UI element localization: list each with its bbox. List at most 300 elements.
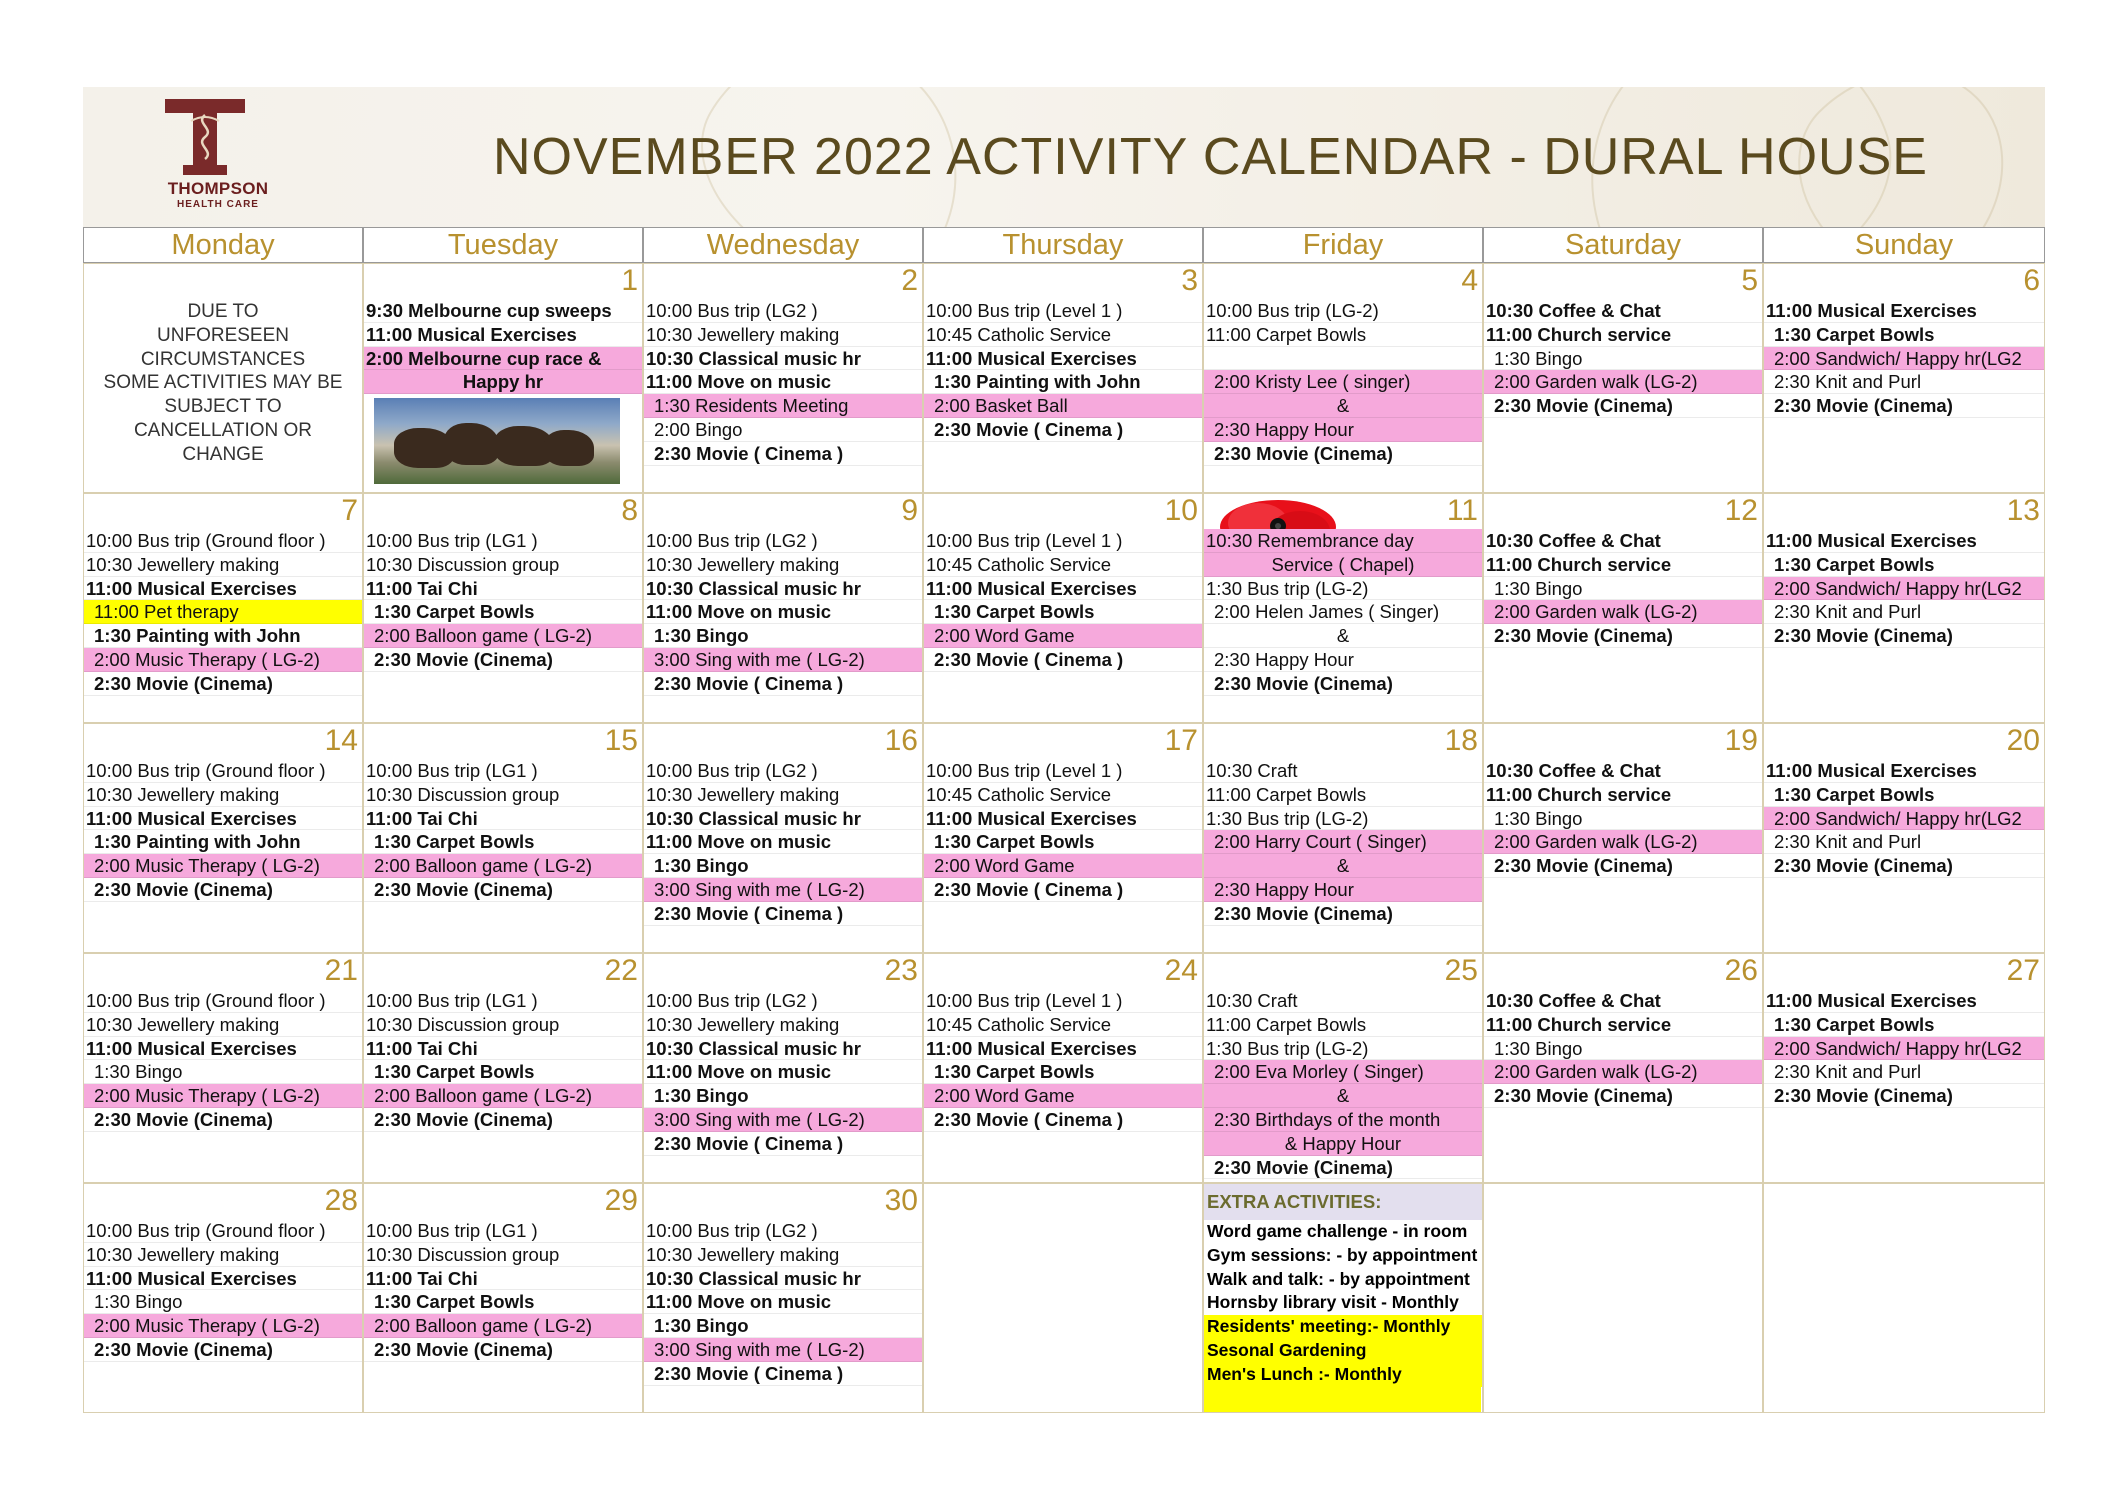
activity-list bbox=[644, 989, 922, 1156]
activity-item: 1:30 Bingo bbox=[644, 1314, 922, 1338]
activity-item: 10:00 Bus trip (Level 1 ) bbox=[924, 759, 1202, 783]
activity-list bbox=[644, 299, 922, 466]
activity-item: 10:30 Coffee & Chat bbox=[1484, 529, 1762, 553]
activity-item: 2:00 Word Game bbox=[924, 1084, 1202, 1108]
activity-item: 11:00 Carpet Bowls bbox=[1204, 1013, 1482, 1037]
day-cell bbox=[923, 1183, 1203, 1413]
activity-list bbox=[644, 1219, 922, 1386]
activity-item: 11:00 Tai Chi bbox=[364, 1267, 642, 1291]
extra-activity-item: Men's Lunch :- Monthly bbox=[1204, 1363, 1483, 1387]
activity-item: 10:30 Coffee & Chat bbox=[1484, 299, 1762, 323]
activity-item: 2:30 Happy Hour bbox=[1204, 878, 1482, 902]
day-cell bbox=[1483, 1183, 1763, 1413]
activity-item: 11:00 Pet therapy bbox=[84, 600, 362, 624]
activity-item: 10:00 Bus trip (LG1 ) bbox=[364, 529, 642, 553]
activity-item: 10:30 Discussion group bbox=[364, 553, 642, 577]
activity-item: 10:30 Jewellery making bbox=[84, 553, 362, 577]
activity-item: 1:30 Carpet Bowls bbox=[1764, 783, 2044, 807]
day-cell bbox=[83, 953, 363, 1183]
activity-item: 10:45 Catholic Service bbox=[924, 323, 1202, 347]
activity-item: 10:30 Craft bbox=[1204, 989, 1482, 1013]
activity-list bbox=[84, 989, 362, 1132]
page-title: NOVEMBER 2022 ACTIVITY CALENDAR - DURAL HOUSE bbox=[493, 128, 1928, 186]
activity-item: 2:00 Balloon game ( LG-2) bbox=[364, 624, 642, 648]
activity-item: & bbox=[1204, 624, 1482, 648]
day-number: 8 bbox=[621, 494, 638, 527]
day-cell bbox=[1763, 263, 2045, 493]
day-cell bbox=[1483, 953, 1763, 1183]
activity-item: 11:00 Carpet Bowls bbox=[1204, 783, 1482, 807]
activity-item: 3:00 Sing with me ( LG-2) bbox=[644, 1108, 922, 1132]
activity-item: 11:00 Move on music bbox=[644, 1060, 922, 1084]
day-number: 3 bbox=[1181, 264, 1198, 297]
activity-item: 11:00 Musical Exercises bbox=[84, 1267, 362, 1291]
activity-item: 10:00 Bus trip (LG2 ) bbox=[644, 989, 922, 1013]
activity-item: 10:00 Bus trip (Ground floor ) bbox=[84, 759, 362, 783]
extra-activities-title: EXTRA ACTIVITIES: bbox=[1204, 1184, 1483, 1220]
day-number: 2 bbox=[901, 264, 918, 297]
day-cell bbox=[923, 723, 1203, 953]
activity-item: 2:30 Movie (Cinema) bbox=[1204, 902, 1482, 926]
activity-item: 10:00 Bus trip (Ground floor ) bbox=[84, 989, 362, 1013]
activity-item: 2:30 Movie (Cinema) bbox=[84, 1338, 362, 1362]
activity-item: 2:30 Movie (Cinema) bbox=[1484, 394, 1762, 418]
activity-item: 1:30 Carpet Bowls bbox=[364, 1060, 642, 1084]
notice-line: CANCELLATION OR bbox=[133, 419, 313, 441]
activity-item: 1:30 Carpet Bowls bbox=[364, 600, 642, 624]
activity-list bbox=[84, 759, 362, 902]
activity-item: 2:30 Movie (Cinema) bbox=[1484, 624, 1762, 648]
activity-item: 2:00 Garden walk (LG-2) bbox=[1484, 600, 1762, 624]
extra-activity-item: Gym sessions: - by appointment bbox=[1207, 1244, 1478, 1265]
activity-item: 1:30 Carpet Bowls bbox=[1764, 1013, 2044, 1037]
activity-list bbox=[924, 989, 1202, 1132]
activity-item: 2:30 Movie ( Cinema ) bbox=[644, 672, 922, 696]
notice-line: SUBJECT TO bbox=[164, 396, 282, 418]
notice-line: SOME ACTIVITIES MAY BE bbox=[103, 372, 343, 394]
activity-item: 1:30 Residents Meeting bbox=[644, 394, 922, 418]
activity-item: 2:00 Kristy Lee ( singer) bbox=[1204, 370, 1482, 394]
activity-list bbox=[1204, 989, 1482, 1179]
activity-item: 11:00 Musical Exercises bbox=[84, 1037, 362, 1061]
day-cell bbox=[1203, 493, 1483, 723]
activity-item: 10:30 Classical music hr bbox=[644, 347, 922, 371]
activity-item: 2:30 Knit and Purl bbox=[1764, 600, 2044, 624]
activity-item: 10:00 Bus trip (Level 1 ) bbox=[924, 299, 1202, 323]
day-cell bbox=[643, 493, 923, 723]
day-cell bbox=[83, 723, 363, 953]
extra-activity-item: Hornsby library visit - Monthly bbox=[1207, 1292, 1459, 1313]
day-number: 28 bbox=[324, 1184, 358, 1217]
activity-item: 10:30 Classical music hr bbox=[644, 807, 922, 831]
day-cell bbox=[83, 1183, 363, 1413]
activity-item: 2:00 Word Game bbox=[924, 854, 1202, 878]
activity-item: & Happy Hour bbox=[1204, 1132, 1482, 1156]
activity-item: 2:30 Movie (Cinema) bbox=[1204, 672, 1482, 696]
activity-item: 1:30 Carpet Bowls bbox=[364, 830, 642, 854]
activity-list bbox=[1204, 529, 1482, 696]
activity-list bbox=[364, 1219, 642, 1362]
activity-item: 10:00 Bus trip (Ground floor ) bbox=[84, 1219, 362, 1243]
activity-list bbox=[644, 529, 922, 696]
activity-item: 10:30 Jewellery making bbox=[84, 783, 362, 807]
activity-item: 11:00 Musical Exercises bbox=[924, 1037, 1202, 1061]
cancellation-notice bbox=[84, 300, 362, 467]
activity-item: 2:00 Balloon game ( LG-2) bbox=[364, 1314, 642, 1338]
activity-item: 11:00 Move on music bbox=[644, 370, 922, 394]
activity-item: 2:30 Movie (Cinema) bbox=[84, 1108, 362, 1132]
activity-item: 2:00 Balloon game ( LG-2) bbox=[364, 1084, 642, 1108]
notice-line: CIRCUMSTANCES bbox=[140, 348, 306, 370]
day-number: 5 bbox=[1741, 264, 1758, 297]
activity-item: 10:30 Coffee & Chat bbox=[1484, 989, 1762, 1013]
day-header-friday: Friday bbox=[1203, 227, 1483, 263]
activity-item: 2:30 Movie (Cinema) bbox=[364, 1108, 642, 1132]
activity-item: 1:30 Painting with John bbox=[84, 830, 362, 854]
calendar-grid bbox=[83, 227, 2045, 1419]
activity-item: 11:00 Musical Exercises bbox=[924, 807, 1202, 831]
day-header-sunday: Sunday bbox=[1763, 227, 2045, 263]
activity-item: 1:30 Bingo bbox=[644, 1084, 922, 1108]
activity-item: 11:00 Church service bbox=[1484, 1013, 1762, 1037]
activity-item: 11:00 Tai Chi bbox=[364, 1037, 642, 1061]
day-cell bbox=[643, 723, 923, 953]
day-number: 19 bbox=[1724, 724, 1758, 757]
activity-item: 10:30 Jewellery making bbox=[644, 323, 922, 347]
activity-item: 2:00 Sandwich/ Happy hr(LG2 bbox=[1764, 1037, 2044, 1061]
day-cell bbox=[83, 493, 363, 723]
activity-item: 10:00 Bus trip (LG1 ) bbox=[364, 989, 642, 1013]
thompson-logo bbox=[153, 99, 283, 217]
activity-item: 10:00 Bus trip (LG-2) bbox=[1204, 299, 1482, 323]
day-cell bbox=[1483, 493, 1763, 723]
activity-item: 11:00 Musical Exercises bbox=[1764, 989, 2044, 1013]
activity-item: 2:00 Harry Court ( Singer) bbox=[1204, 830, 1482, 854]
activity-list bbox=[84, 529, 362, 696]
day-cell bbox=[1483, 263, 1763, 493]
activity-item: 2:30 Movie ( Cinema ) bbox=[924, 648, 1202, 672]
activity-item: 10:30 Jewellery making bbox=[644, 783, 922, 807]
day-number: 12 bbox=[1724, 494, 1758, 527]
horse-race-photo bbox=[374, 398, 620, 484]
activity-item: 2:30 Birthdays of the month bbox=[1204, 1108, 1482, 1132]
activity-item: 10:45 Catholic Service bbox=[924, 553, 1202, 577]
activity-list bbox=[364, 529, 642, 672]
activity-item: 10:30 Classical music hr bbox=[644, 577, 922, 601]
calendar-page bbox=[83, 87, 2045, 1419]
activity-item: 10:00 Bus trip (Level 1 ) bbox=[924, 529, 1202, 553]
activity-item: 3:00 Sing with me ( LG-2) bbox=[644, 878, 922, 902]
day-cell bbox=[1203, 263, 1483, 493]
activity-item: 11:00 Musical Exercises bbox=[1764, 299, 2044, 323]
notice-line: DUE TO bbox=[187, 301, 259, 322]
activity-item: 1:30 Carpet Bowls bbox=[924, 830, 1202, 854]
activity-item: 11:00 Musical Exercises bbox=[924, 577, 1202, 601]
activity-item: 1:30 Bingo bbox=[1484, 347, 1762, 371]
activity-item: 1:30 Bingo bbox=[644, 854, 922, 878]
activity-item: 2:00 Bingo bbox=[644, 418, 922, 442]
activity-item: 1:30 Bingo bbox=[1484, 807, 1762, 831]
day-number: 17 bbox=[1164, 724, 1198, 757]
day-header-wednesday: Wednesday bbox=[643, 227, 923, 263]
activity-item: 2:00 Basket Ball bbox=[924, 394, 1202, 418]
day-number: 26 bbox=[1724, 954, 1758, 987]
day-number: 1 bbox=[621, 264, 638, 297]
day-number: 18 bbox=[1444, 724, 1478, 757]
activity-item: 1:30 Bingo bbox=[84, 1060, 362, 1084]
activity-list bbox=[1484, 529, 1762, 648]
activity-item: 9:30 Melbourne cup sweeps bbox=[364, 299, 642, 323]
activity-item: 1:30 Bingo bbox=[1484, 1037, 1762, 1061]
day-number: 22 bbox=[604, 954, 638, 987]
activity-item: 2:30 Movie (Cinema) bbox=[364, 1338, 642, 1362]
day-number: 11 bbox=[1446, 494, 1478, 527]
activity-item: 1:30 Painting with John bbox=[84, 624, 362, 648]
activity-item: 10:30 Discussion group bbox=[364, 783, 642, 807]
activity-list bbox=[364, 299, 642, 484]
day-number: 27 bbox=[2006, 954, 2040, 987]
activity-item: 2:00 Balloon game ( LG-2) bbox=[364, 854, 642, 878]
activity-item: 2:00 Music Therapy ( LG-2) bbox=[84, 854, 362, 878]
activity-item: 2:00 Eva Morley ( Singer) bbox=[1204, 1060, 1482, 1084]
activity-item: 1:30 Bus trip (LG-2) bbox=[1204, 807, 1482, 831]
day-number: 13 bbox=[2006, 494, 2040, 527]
extra-activity-item: Word game challenge - in room bbox=[1207, 1221, 1468, 1241]
activity-item: 10:00 Bus trip (Ground floor ) bbox=[84, 529, 362, 553]
day-header-monday: Monday bbox=[83, 227, 363, 263]
activity-item: 2:30 Movie (Cinema) bbox=[364, 878, 642, 902]
activity-list bbox=[84, 1219, 362, 1362]
activity-item: 10:30 Jewellery making bbox=[84, 1013, 362, 1037]
day-header-saturday: Saturday bbox=[1483, 227, 1763, 263]
activity-item: Service ( Chapel) bbox=[1204, 553, 1482, 577]
activity-list bbox=[364, 759, 642, 902]
activity-item: 1:30 Carpet Bowls bbox=[1764, 323, 2044, 347]
activity-item: 11:00 Musical Exercises bbox=[364, 323, 642, 347]
activity-item: 2:30 Knit and Purl bbox=[1764, 830, 2044, 854]
activity-item: 2:30 Movie ( Cinema ) bbox=[924, 878, 1202, 902]
activity-item: 11:00 Church service bbox=[1484, 323, 1762, 347]
activity-item: 11:00 Move on music bbox=[644, 600, 922, 624]
day-number: 30 bbox=[884, 1184, 918, 1217]
activity-item: 10:30 Craft bbox=[1204, 759, 1482, 783]
horse-icon bbox=[444, 423, 499, 465]
activity-item: 2:00 Garden walk (LG-2) bbox=[1484, 1060, 1762, 1084]
activity-item: 1:30 Bus trip (LG-2) bbox=[1204, 1037, 1482, 1061]
activity-item: 3:00 Sing with me ( LG-2) bbox=[644, 648, 922, 672]
day-number: 10 bbox=[1164, 494, 1198, 527]
activity-item: 1:30 Carpet Bowls bbox=[924, 600, 1202, 624]
logo-subtitle: HEALTH CARE bbox=[177, 199, 259, 210]
activity-list bbox=[1764, 299, 2044, 418]
activity-list bbox=[1484, 299, 1762, 418]
activity-item: 1:30 Painting with John bbox=[924, 370, 1202, 394]
activity-item: 10:00 Bus trip (LG1 ) bbox=[364, 1219, 642, 1243]
day-number: 29 bbox=[604, 1184, 638, 1217]
activity-list bbox=[364, 989, 642, 1132]
activity-item: 2:00 Helen James ( Singer) bbox=[1204, 600, 1482, 624]
activity-item: 2:30 Movie ( Cinema ) bbox=[924, 418, 1202, 442]
activity-item: 2:00 Music Therapy ( LG-2) bbox=[84, 648, 362, 672]
day-cell bbox=[1763, 493, 2045, 723]
day-number: 25 bbox=[1444, 954, 1478, 987]
notice-line: UNFORESEEN bbox=[157, 324, 289, 346]
extra-activity-item: Walk and talk: - by appointment bbox=[1207, 1268, 1470, 1289]
activity-item: 2:00 Sandwich/ Happy hr(LG2 bbox=[1764, 347, 2044, 371]
activity-list bbox=[1484, 989, 1762, 1108]
day-number: 15 bbox=[604, 724, 638, 757]
activity-item: 2:00 Music Therapy ( LG-2) bbox=[84, 1314, 362, 1338]
activity-item: 2:30 Movie (Cinema) bbox=[1204, 1156, 1482, 1180]
activity-item: 2:30 Movie (Cinema) bbox=[1764, 394, 2044, 418]
activity-item: 10:00 Bus trip (LG2 ) bbox=[644, 299, 922, 323]
activity-item: 11:00 Tai Chi bbox=[364, 807, 642, 831]
activity-item: 10:00 Bus trip (LG2 ) bbox=[644, 529, 922, 553]
activity-item: 2:30 Movie ( Cinema ) bbox=[924, 1108, 1202, 1132]
day-number: 24 bbox=[1164, 954, 1198, 987]
activity-item: 1:30 Bingo bbox=[1484, 577, 1762, 601]
activity-item: & bbox=[1204, 854, 1482, 878]
activity-list bbox=[924, 299, 1202, 442]
activity-list bbox=[1764, 989, 2044, 1108]
day-cell bbox=[83, 263, 363, 493]
activity-list bbox=[1204, 299, 1482, 466]
activity-item: 10:30 Discussion group bbox=[364, 1013, 642, 1037]
day-number: 20 bbox=[2006, 724, 2040, 757]
day-cell bbox=[923, 263, 1203, 493]
day-header-thursday: Thursday bbox=[923, 227, 1203, 263]
activity-item: 11:00 Musical Exercises bbox=[84, 807, 362, 831]
day-header-tuesday: Tuesday bbox=[363, 227, 643, 263]
extra-activity-item: Sesonal Gardening bbox=[1204, 1339, 1483, 1363]
activity-item: 11:00 Musical Exercises bbox=[1764, 529, 2044, 553]
activity-item: 11:00 Move on music bbox=[644, 1290, 922, 1314]
activity-item: 2:30 Movie (Cinema) bbox=[1764, 854, 2044, 878]
activity-item: 10:00 Bus trip (LG1 ) bbox=[364, 759, 642, 783]
activity-item: 11:00 Tai Chi bbox=[364, 577, 642, 601]
activity-item: 2:30 Movie (Cinema) bbox=[364, 648, 642, 672]
day-cell bbox=[923, 953, 1203, 1183]
activity-item: 10:30 Classical music hr bbox=[644, 1267, 922, 1291]
activity-item: 11:00 Musical Exercises bbox=[84, 577, 362, 601]
activity-item: 10:30 Remembrance day bbox=[1204, 529, 1482, 553]
day-cell bbox=[1203, 1183, 1483, 1413]
activity-item: 10:00 Bus trip (Level 1 ) bbox=[924, 989, 1202, 1013]
activity-item: 1:30 Bus trip (LG-2) bbox=[1204, 577, 1482, 601]
activity-item: 11:00 Musical Exercises bbox=[1764, 759, 2044, 783]
day-number: 21 bbox=[324, 954, 358, 987]
activity-item: 2:30 Happy Hour bbox=[1204, 418, 1482, 442]
activity-item: 1:30 Carpet Bowls bbox=[364, 1290, 642, 1314]
activity-item: 2:30 Movie (Cinema) bbox=[1764, 624, 2044, 648]
activity-item: 2:30 Movie (Cinema) bbox=[84, 878, 362, 902]
activity-item: 2:00 Sandwich/ Happy hr(LG2 bbox=[1764, 577, 2044, 601]
activity-item: 2:30 Movie ( Cinema ) bbox=[644, 442, 922, 466]
day-number: 16 bbox=[884, 724, 918, 757]
day-cell bbox=[1483, 723, 1763, 953]
activity-item: 2:00 Melbourne cup race & bbox=[364, 347, 642, 371]
activity-item: 1:30 Carpet Bowls bbox=[924, 1060, 1202, 1084]
activity-item: 2:30 Movie (Cinema) bbox=[1204, 442, 1482, 466]
day-number: 14 bbox=[324, 724, 358, 757]
activity-item: 2:30 Movie (Cinema) bbox=[1484, 854, 1762, 878]
activity-item: 10:45 Catholic Service bbox=[924, 783, 1202, 807]
activity-item: 11:00 Musical Exercises bbox=[924, 347, 1202, 371]
activity-item bbox=[1204, 347, 1482, 371]
day-cell bbox=[363, 1183, 643, 1413]
activity-item: 1:30 Bingo bbox=[644, 624, 922, 648]
day-cell bbox=[363, 493, 643, 723]
activity-item: 2:30 Movie ( Cinema ) bbox=[644, 1132, 922, 1156]
activity-item: 10:30 Jewellery making bbox=[644, 1243, 922, 1267]
activity-item: 2:00 Garden walk (LG-2) bbox=[1484, 830, 1762, 854]
horse-icon bbox=[544, 430, 594, 466]
activity-item: 1:30 Carpet Bowls bbox=[1764, 553, 2044, 577]
day-number: 4 bbox=[1461, 264, 1478, 297]
activity-item: 10:45 Catholic Service bbox=[924, 1013, 1202, 1037]
activity-item: 2:30 Movie ( Cinema ) bbox=[644, 1362, 922, 1386]
activity-list bbox=[1484, 759, 1762, 878]
day-number: 23 bbox=[884, 954, 918, 987]
activity-item: 10:30 Jewellery making bbox=[84, 1243, 362, 1267]
activity-item: 10:30 Jewellery making bbox=[644, 553, 922, 577]
activity-item: 10:00 Bus trip (LG2 ) bbox=[644, 759, 922, 783]
activity-list bbox=[1764, 759, 2044, 878]
extra-activity-item: Residents' meeting:- Monthly bbox=[1204, 1315, 1483, 1339]
activity-item: 11:00 Church service bbox=[1484, 553, 1762, 577]
activity-item: 2:00 Sandwich/ Happy hr(LG2 bbox=[1764, 807, 2044, 831]
day-cell bbox=[1763, 953, 2045, 1183]
day-number: 9 bbox=[901, 494, 918, 527]
activity-item: 2:00 Word Game bbox=[924, 624, 1202, 648]
activity-item: 11:00 Carpet Bowls bbox=[1204, 323, 1482, 347]
day-number: 6 bbox=[2023, 264, 2040, 297]
day-number: 7 bbox=[341, 494, 358, 527]
activity-item: 2:00 Music Therapy ( LG-2) bbox=[84, 1084, 362, 1108]
day-cell bbox=[1763, 1183, 2045, 1413]
activity-item: 2:30 Movie (Cinema) bbox=[1484, 1084, 1762, 1108]
day-cell bbox=[643, 263, 923, 493]
calendar-header bbox=[83, 87, 2045, 227]
activity-item: 2:00 Garden walk (LG-2) bbox=[1484, 370, 1762, 394]
activity-list bbox=[1204, 759, 1482, 926]
activity-list bbox=[924, 529, 1202, 672]
activity-item: Happy hr bbox=[364, 370, 642, 394]
activity-item: 3:00 Sing with me ( LG-2) bbox=[644, 1338, 922, 1362]
day-cell bbox=[923, 493, 1203, 723]
activity-item: 2:30 Movie (Cinema) bbox=[1764, 1084, 2044, 1108]
activity-item: 2:30 Happy Hour bbox=[1204, 648, 1482, 672]
day-cell bbox=[1203, 723, 1483, 953]
activity-item: 10:30 Classical music hr bbox=[644, 1037, 922, 1061]
day-cell bbox=[1203, 953, 1483, 1183]
day-cell bbox=[363, 953, 643, 1183]
activity-item: 11:00 Move on music bbox=[644, 830, 922, 854]
activity-item: 10:00 Bus trip (LG2 ) bbox=[644, 1219, 922, 1243]
day-cell bbox=[643, 953, 923, 1183]
caduceus-t-icon bbox=[165, 99, 245, 177]
activity-list bbox=[1764, 529, 2044, 648]
extra-yellow-pad bbox=[1204, 1387, 1481, 1413]
activity-list bbox=[924, 759, 1202, 902]
logo-name: THOMPSON bbox=[167, 179, 269, 198]
notice-line: CHANGE bbox=[182, 443, 264, 465]
activity-item: 10:30 Discussion group bbox=[364, 1243, 642, 1267]
extra-activities bbox=[1204, 1184, 1482, 1413]
activity-item: 10:30 Coffee & Chat bbox=[1484, 759, 1762, 783]
activity-item: 2:30 Knit and Purl bbox=[1764, 370, 2044, 394]
day-cell bbox=[1763, 723, 2045, 953]
